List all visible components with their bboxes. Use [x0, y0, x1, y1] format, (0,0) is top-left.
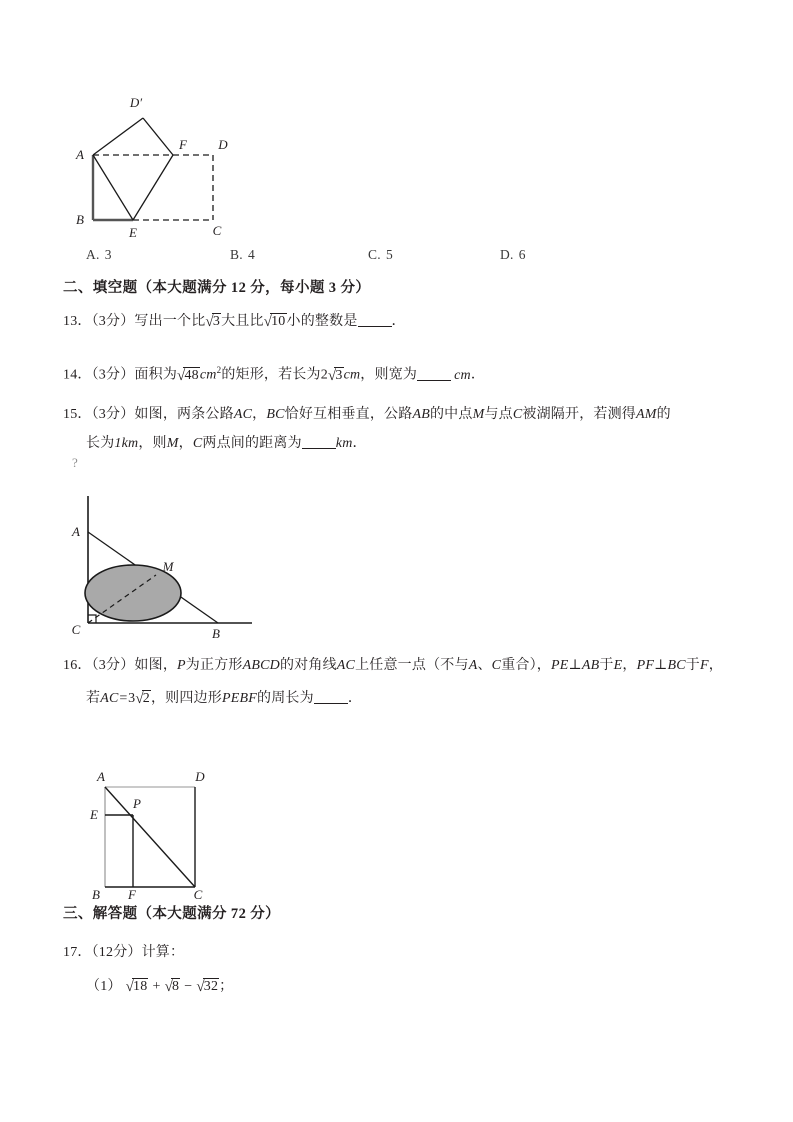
label-F: F	[128, 887, 136, 902]
segment-AD-prime	[93, 118, 143, 155]
q13-text-end: ．	[391, 314, 406, 329]
q13-radicand-2: 10	[271, 314, 286, 329]
segment-AC-diagonal	[105, 787, 195, 887]
question-17	[63, 938, 184, 968]
q15-pt-M2: M	[166, 436, 179, 451]
label-A: A	[76, 147, 84, 162]
q14-radicand-1: 48	[184, 367, 199, 383]
q16-square-ABCD: ABCD	[242, 658, 280, 673]
q15-l1g: 的	[656, 407, 671, 422]
q14-unit-2: cm	[343, 367, 361, 383]
q14-points: （3分）	[91, 367, 135, 383]
q16-seg-AC: AC	[336, 658, 356, 673]
q14-unit-1: cm	[199, 367, 217, 383]
q13-sqrt-10: √10	[263, 314, 286, 330]
question-16-line-1	[63, 651, 723, 681]
label-D: D	[195, 769, 205, 784]
q16-l1a: 如图，	[134, 658, 178, 673]
q13-text-a: 写出一个比	[134, 314, 206, 329]
q16-answer-blank[interactable]	[314, 690, 348, 704]
q16-pt-A: A	[468, 658, 478, 673]
q17-op-1: +	[152, 979, 161, 994]
q14-text-b: 的矩形，若长为	[221, 367, 321, 383]
q16-l1c: 的对角线	[279, 658, 337, 673]
q15-points: （3分）	[91, 407, 135, 422]
question-17-sub-1	[86, 972, 233, 1002]
segment-D-prime-F	[143, 118, 173, 155]
q16-l1d: 上任意一点（不与	[355, 658, 469, 673]
label-M: M	[162, 559, 174, 574]
question-16-line-2	[86, 684, 362, 714]
lake-triangle-svg	[60, 452, 360, 642]
q15-seg-AM: AM	[636, 407, 657, 422]
label-P: P	[133, 796, 141, 811]
q16-l2c: 的周长为	[257, 691, 314, 706]
q16-l1e: 、	[477, 658, 492, 673]
question-14	[63, 355, 485, 391]
q16-l2b: ，则四边形	[150, 691, 222, 706]
label-A: A	[97, 769, 105, 784]
label-B: B	[212, 626, 220, 641]
choice-D-label: D.	[500, 247, 514, 262]
q16-seg-PF: PF	[636, 658, 655, 673]
q15-l1e: 与点	[484, 407, 513, 422]
segment-FE	[133, 155, 173, 220]
q15-l2d: 两点间的距离为	[202, 436, 302, 451]
q13-points: （3分）	[91, 314, 135, 329]
q16-pt-C: C	[491, 658, 502, 673]
q15-len-1km: 1km	[114, 436, 139, 451]
q14-sqrt-3: √3	[327, 367, 343, 384]
q17-text: 计算：	[141, 945, 185, 960]
section-heading-fill-in-blank: 二、填空题（本大题满分 12 分，每小题 3 分）	[63, 280, 371, 296]
q16-quad-PEBF: PEBF	[221, 691, 257, 706]
q16-seg-PE: PE	[551, 658, 569, 673]
choice-C[interactable]	[368, 247, 393, 263]
choice-C-value: 5	[385, 247, 394, 262]
q15-l2b: ，则	[138, 436, 167, 451]
label-D: D	[218, 137, 228, 152]
q14-exponent: 2	[216, 365, 222, 375]
q13-sqrt-3: √3	[205, 314, 221, 330]
q15-pt-C: C	[512, 407, 523, 422]
choice-D[interactable]	[500, 247, 526, 263]
q16-pt-P: P	[177, 658, 186, 673]
q15-l1c: 恰好互相垂直，公路	[284, 407, 413, 422]
q16-pt-F: F	[699, 658, 709, 673]
q13-text-c: 小的整数是	[286, 314, 358, 329]
label-F: F	[179, 137, 187, 152]
q17-sqrt-8: √8	[164, 979, 180, 995]
q17-points: （12分）	[91, 945, 142, 960]
q13-text-b: 大且比	[221, 314, 264, 329]
q14-radicand-2: 3	[335, 367, 343, 383]
q15-text-end: ．	[352, 436, 367, 451]
q14-text-c: ，则宽为	[360, 367, 418, 383]
q15-seg-BC: BC	[266, 407, 285, 422]
q17-sqrt-18: √18	[125, 979, 148, 995]
q17-sqrt-32: √32	[196, 979, 219, 995]
q16-perp-2: ⊥	[654, 658, 668, 673]
q15-l2a: 长为	[86, 436, 115, 451]
choice-C-label: C.	[368, 247, 381, 262]
q14-unit-3: cm	[454, 367, 471, 383]
label-E: E	[90, 807, 98, 822]
question-15-line-1	[63, 400, 671, 430]
q16-l1i: 于	[685, 658, 700, 673]
label-C: C	[193, 887, 203, 902]
q16-pt-E: E	[613, 658, 623, 673]
q13-answer-blank[interactable]	[358, 313, 392, 327]
q16-number: 16．	[63, 658, 92, 673]
label-C: C	[71, 622, 81, 637]
q13-radicand-1: 3	[212, 314, 221, 329]
q15-answer-blank[interactable]	[302, 435, 336, 449]
q13-number: 13．	[63, 314, 92, 329]
q14-number: 14．	[63, 367, 92, 383]
q16-l2a: 若	[86, 691, 101, 706]
choice-A[interactable]	[86, 247, 112, 263]
q16-l1j: ，	[708, 658, 723, 673]
q15-number: 15．	[63, 407, 92, 422]
choice-A-label: A.	[86, 247, 100, 262]
figure-rotated-square	[60, 85, 320, 245]
q17-sub1-end: ；	[219, 979, 234, 994]
q17-radicand-1: 18	[133, 979, 148, 994]
q16-seg-AB: AB	[581, 658, 600, 673]
q16-l1f: 重合），	[501, 658, 552, 673]
q14-coefficient: 2	[320, 367, 328, 383]
q14-sqrt-48: √48	[177, 367, 199, 384]
label-B: B	[76, 212, 84, 227]
q17-radicand-3: 32	[203, 979, 219, 994]
q15-l1b: ，	[252, 407, 267, 422]
square-diagonal-svg	[70, 758, 320, 903]
q14-text-end: ．	[470, 367, 486, 383]
choice-B[interactable]	[230, 247, 255, 263]
q15-unit-km: km	[335, 436, 353, 451]
q15-seg-AB: AB	[412, 407, 430, 422]
q16-seg-BC: BC	[667, 658, 686, 673]
q17-op-2: −	[184, 979, 193, 994]
choice-B-label: B.	[230, 247, 243, 262]
q16-radicand: 2	[142, 691, 150, 706]
q16-perp-1: ⊥	[568, 658, 582, 673]
label-E: E	[129, 225, 137, 240]
q15-pt-M: M	[472, 407, 485, 422]
figure-lake-triangle	[60, 452, 360, 642]
q16-coefficient: 3	[128, 691, 136, 706]
stray-question-mark: ?	[72, 455, 78, 470]
q16-text-end: ．	[347, 691, 363, 706]
choice-A-value: 3	[104, 247, 112, 262]
q15-l1d: 的中点	[429, 407, 473, 422]
choice-B-value: 4	[247, 247, 256, 262]
q14-text-a: 面积为	[134, 367, 178, 383]
q16-sqrt-2: √2	[135, 691, 150, 707]
label-D-prime: D′	[129, 95, 143, 110]
label-C: C	[212, 223, 222, 238]
q15-pt-C2: C	[192, 436, 203, 451]
q16-l1b: 为正方形	[185, 658, 243, 673]
q15-l1f: 被湖隔开，若测得	[522, 407, 636, 422]
q16-eq-AC: AC=	[100, 691, 129, 706]
figure-square-diagonal	[70, 758, 320, 903]
question-13	[63, 307, 406, 337]
section-heading-solve: 三、解答题（本大题满分 72 分）	[63, 906, 281, 922]
rotated-square-svg	[60, 85, 320, 245]
q15-l1a: 如图，两条公路	[134, 407, 234, 422]
label-A: A	[72, 524, 80, 539]
q17-number: 17．	[63, 945, 92, 960]
label-B: B	[92, 887, 100, 902]
q16-points: （3分）	[91, 658, 135, 673]
q15-l2c: ，	[178, 436, 193, 451]
q14-answer-blank[interactable]	[417, 367, 451, 381]
q17-radicand-2: 8	[172, 979, 180, 994]
q16-l1g: 于	[599, 658, 614, 673]
q17-sub1-label: （1）	[86, 979, 122, 994]
choice-D-value: 6	[518, 247, 526, 262]
q16-l1h: ，	[622, 658, 637, 673]
q15-seg-AC: AC	[233, 407, 253, 422]
segment-EA	[93, 155, 133, 220]
